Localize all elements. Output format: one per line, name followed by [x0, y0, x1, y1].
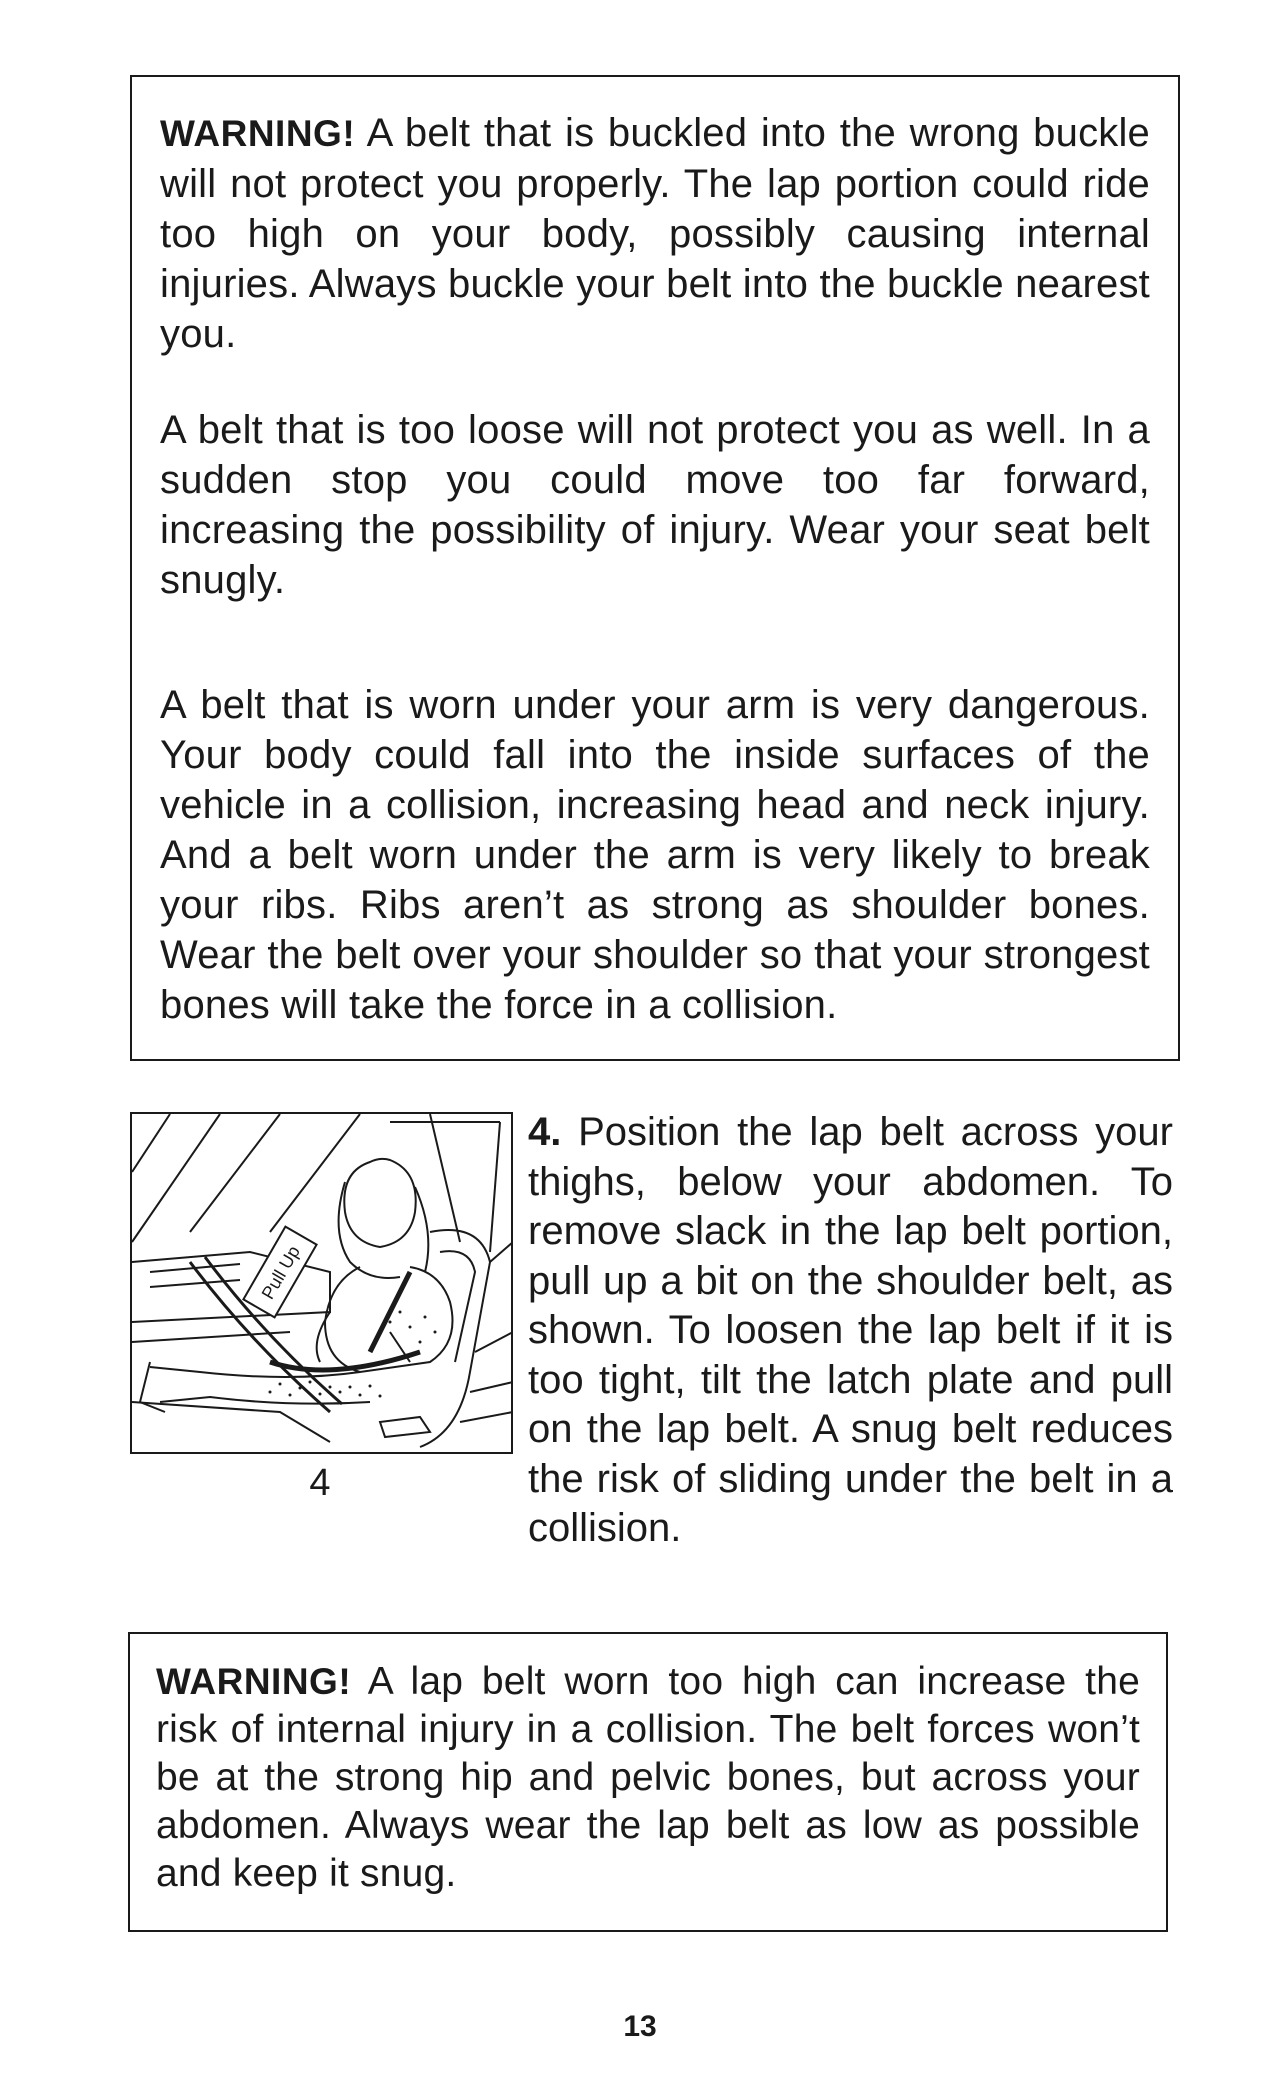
step-text: Position the lap belt across your thighs, below your abdomen. To remove slack in the lap belt portion, pull up a bit on the shoulder belt, as shown. To loosen the lap belt if it is too tight, tilt the latch plate and pull on the lap belt. A snug belt reduces the risk of sliding under the belt in a collision. — [528, 1110, 1173, 1550]
figure-caption: 4 — [309, 1462, 331, 1504]
pull-up-tag-label: Pull Up — [257, 1242, 305, 1303]
warning-paragraph-lap-belt-high — [156, 1658, 1140, 1898]
paragraph-under-arm: A belt that is worn under your arm is very dangerous. Your body could fall into the inside surfaces of the vehicle in a collision, increasing head and neck injury. And a belt worn under the arm is very likely to break your ribs. Ribs aren’t as strong as shoulder bones. Wear the belt over your shoulder so that your strongest bones will take the force in a collision. — [160, 683, 1150, 1027]
warning-label: WARNING! — [160, 113, 356, 154]
seat-belt-illustration — [130, 1112, 513, 1454]
paragraph-loose-belt: A belt that is too loose will not protect you as well. In a sudden stop you could move too far forward, increasing the possibility of injury. Wear your seat belt snugly. — [160, 408, 1150, 602]
step-4-paragraph — [528, 1108, 1173, 1554]
warning-paragraph-wrong-buckle — [160, 108, 1150, 359]
figure-lap-belt-illustration — [130, 1112, 513, 1454]
warning-text: A belt that is buckled into the wrong buckle will not protect you properly. The lap portion could ride too high on your body, possibly causing internal injuries. Always buckle your belt into the buckle nearest you. — [160, 111, 1150, 356]
warning-text-2: A lap belt worn too high can increase the risk of internal injury in a collision. The belt forces won’t be at the strong hip and pelvic bones, but across your abdomen. Always wear the lap belt as low as possible and keep it snug. — [156, 1660, 1140, 1895]
warning-label-2: WARNING! — [156, 1661, 352, 1702]
page-number: 13 — [623, 2010, 657, 2043]
step-number: 4. — [528, 1110, 562, 1154]
